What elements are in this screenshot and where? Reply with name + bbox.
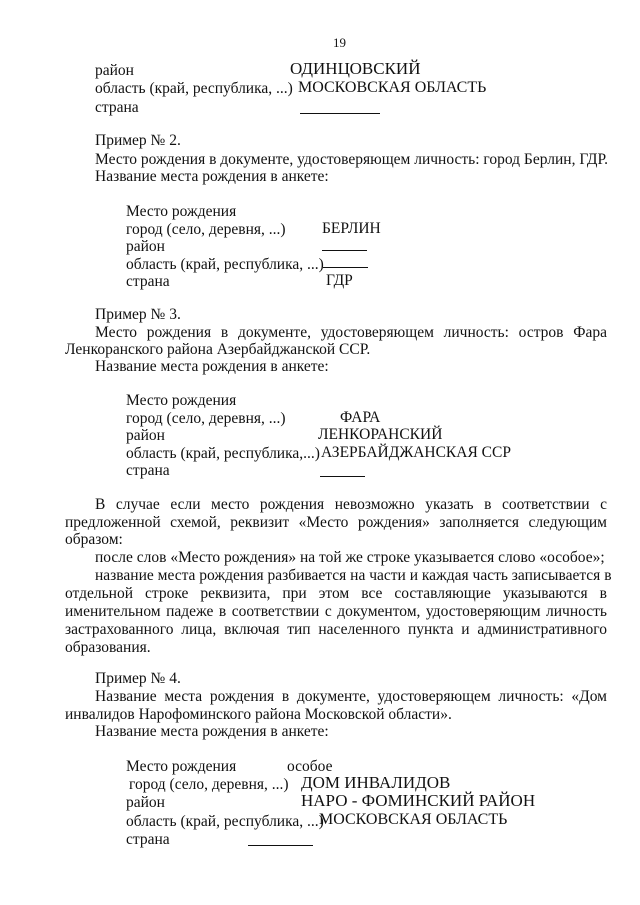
- rayon-label: район: [126, 427, 165, 444]
- strana-label: страна: [126, 462, 170, 479]
- page-number: 19: [333, 35, 346, 50]
- strana-label: страна: [126, 273, 170, 290]
- example-heading: Пример № 3.: [95, 306, 181, 323]
- paragraph-line: застрахованного лица, включая тип населенного пункта и административного: [65, 621, 607, 638]
- oblast-label: область (край, республика,...): [126, 445, 320, 462]
- mesto-label: Место рождения: [126, 392, 237, 409]
- document-line-1: Место рождения в документе, удостоверяющем личность: остров Фара: [95, 324, 607, 341]
- mesto-value: особое: [287, 758, 333, 775]
- gorod-label: город (село, деревня, ...): [129, 776, 289, 793]
- mesto-label: Место рождения: [126, 203, 237, 220]
- paragraph-line: отдельной строке реквизита, при этом все составляющие указываются в: [65, 585, 607, 602]
- anketa-line: Название места рождения в анкете:: [95, 723, 329, 740]
- gorod-value: ФАРА: [340, 409, 381, 426]
- oblast-value: МОСКОВСКАЯ ОБЛАСТЬ: [319, 811, 508, 828]
- example-heading: Пример № 4.: [95, 670, 181, 687]
- paragraph-line: после слов «Место рождения» на той же строке указывается слово «особое»;: [95, 549, 605, 566]
- paragraph-line: образом:: [65, 531, 123, 548]
- oblast-blank: [323, 255, 368, 268]
- rayon-value: НАРО - ФОМИНСКИЙ РАЙОН: [301, 791, 536, 810]
- gorod-label: город (село, деревня, ...): [126, 410, 286, 427]
- rayon-blank: [322, 238, 367, 251]
- oblast-value: АЗЕРБАЙДЖАНСКАЯ ССР: [321, 444, 511, 461]
- strana-blank: [300, 101, 380, 114]
- strana-value: ГДР: [326, 272, 353, 289]
- anketa-line: Название места рождения в анкете:: [95, 358, 329, 375]
- document-line: Место рождения в документе, удостоверяющем личность: город Берлин, ГДР.: [95, 151, 609, 168]
- paragraph-line: именительном падеже в соответствии с документом, удостоверяющим личность: [65, 603, 607, 620]
- document-line-2: инвалидов Нарофоминского района Московской области».: [65, 706, 452, 723]
- strana-label: страна: [95, 99, 139, 116]
- example-heading: Пример № 2.: [95, 132, 181, 149]
- paragraph-line: образования.: [65, 639, 151, 656]
- strana-label: страна: [126, 831, 170, 848]
- gorod-value: ДОМ ИНВАЛИДОВ: [301, 773, 451, 792]
- gorod-label: город (село, деревня, ...): [126, 221, 286, 238]
- gorod-value: БЕРЛИН: [322, 220, 381, 237]
- strana-blank: [248, 833, 313, 846]
- rayon-label: район: [95, 62, 134, 79]
- anketa-line: Название места рождения в анкете:: [95, 168, 329, 185]
- oblast-label: область (край, республика, ...): [126, 813, 324, 830]
- mesto-label: Место рождения: [126, 758, 237, 775]
- document-line-1: Название места рождения в документе, удостоверяющем личность: «Дом: [95, 688, 607, 705]
- oblast-label: область (край, республика, ...): [95, 80, 293, 97]
- rayon-label: район: [126, 238, 165, 255]
- rayon-value: ЛЕНКОРАНСКИЙ: [318, 426, 443, 443]
- rayon-value: ОДИНЦОВСКИЙ: [290, 59, 421, 78]
- oblast-label: область (край, республика, ...): [126, 256, 324, 273]
- rayon-label: район: [126, 794, 165, 811]
- paragraph-line: предложенной схемой, реквизит «Место рождения» заполняется следующим: [65, 514, 607, 531]
- paragraph-line: В случае если место рождения невозможно указать в соответствии с: [95, 496, 607, 513]
- paragraph-line: название места рождения разбивается на части и каждая часть записывается в: [95, 567, 612, 584]
- document-line-2: Ленкоранского района Азербайджанской ССР.: [65, 341, 371, 358]
- strana-blank: [320, 464, 365, 477]
- oblast-value: МОСКОВСКАЯ ОБЛАСТЬ: [298, 79, 487, 96]
